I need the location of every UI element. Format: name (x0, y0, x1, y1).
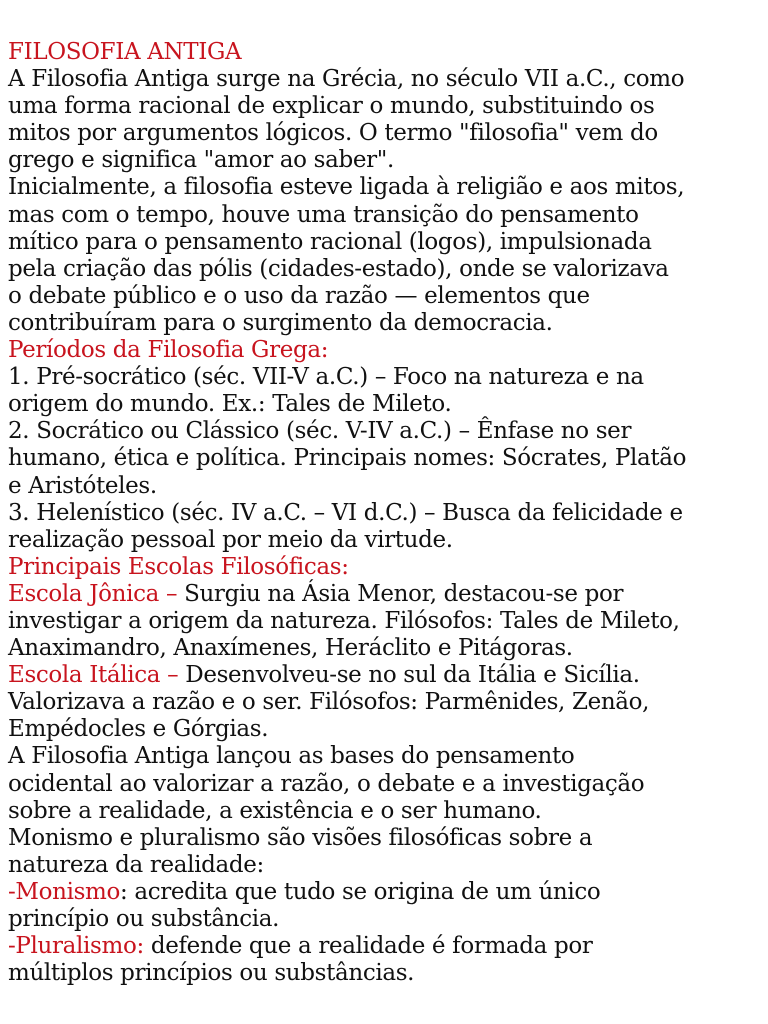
text-line (8, 581, 760, 608)
text-line: A Filosofia Antiga lançou as bases do pensamento (8, 743, 575, 770)
text-line: grego e significa "amor ao saber". (8, 147, 394, 174)
text-line: investigar a origem da natureza. Filósofos: Tales de Mileto, (8, 607, 680, 634)
text-line: Inicialmente, a filosofia esteve ligada à religião e aos mitos, (8, 174, 685, 201)
conclusion-paragraph (8, 743, 760, 878)
document-body (8, 39, 760, 987)
text-line: sobre a realidade, a existência e o ser humano. (8, 797, 542, 824)
text-line: mítico para o pensamento racional (logos), impulsionada (8, 228, 652, 255)
text-line: princípio ou substância. (8, 906, 280, 932)
text-line: múltiplos princípios ou substâncias. (8, 960, 415, 987)
text-line: ocidental ao valorizar a razão, o debate e a investigação (8, 770, 645, 797)
school-jonica-label: Escola Jônica – (8, 580, 185, 607)
text-line: contribuíram para o surgimento da democracia. (8, 309, 553, 336)
pluralismo-definition (8, 933, 760, 987)
text-line: mitos por argumentos lógicos. O termo "filosofia" vem do (8, 120, 658, 147)
text-line (8, 662, 760, 689)
text-line: A Filosofia Antiga surge na Grécia, no século VII a.C., como (8, 66, 685, 93)
text-line: o debate público e o uso da razão — elementos que (8, 282, 590, 309)
document-title: FILOSOFIA ANTIGA (8, 39, 242, 65)
text-line: pela criação das pólis (cidades-estado), onde se valorizava (8, 255, 669, 282)
pluralismo-text: defende que a realidade é formada por (143, 933, 593, 960)
text-line: 3. Helenístico (séc. IV a.C. – VI d.C.) – Busca da felicidade e (8, 499, 683, 526)
schools-heading: Principais Escolas Filosóficas: (8, 553, 349, 580)
periods-list (8, 364, 760, 554)
school-jonica-text: Surgiu na Ásia Menor, destacou-se por (184, 580, 624, 607)
text-line: Anaximandro, Anaxímenes, Heráclito e Pitágoras. (8, 635, 573, 662)
text-line: natureza da realidade: (8, 851, 264, 878)
school-italica-label: Escola Itálica – (8, 662, 186, 689)
text-line: mas com o tempo, houve uma transição do pensamento (8, 201, 639, 228)
text-line: realização pessoal por meio da virtude. (8, 526, 453, 553)
text-line (8, 933, 760, 960)
text-line: e Aristóteles. (8, 472, 157, 499)
text-line: humano, ética e política. Principais nomes: Sócrates, Platão (8, 445, 687, 472)
text-line: 2. Socrático ou Clássico (séc. V-IV a.C.) – Ênfase no ser (8, 418, 632, 445)
monismo-label: -Monismo (8, 878, 120, 905)
periods-heading: Períodos da Filosofia Grega: (8, 337, 329, 364)
text-line: origem do mundo. Ex.: Tales de Mileto. (8, 391, 452, 418)
text-line: Monismo e pluralismo são visões filosóficas sobre a (8, 824, 593, 851)
text-line: uma forma racional de explicar o mundo, substituindo os (8, 93, 655, 120)
pluralismo-label: -Pluralismo: (8, 933, 144, 960)
monismo-definition (8, 879, 760, 933)
monismo-text: : acredita que tudo se origina de um único (120, 878, 601, 905)
school-italica (8, 662, 760, 743)
text-line (8, 879, 760, 906)
text-line: 1. Pré-socrático (séc. VII-V a.C.) – Foco na natureza e na (8, 364, 644, 391)
school-italica-text: Desenvolveu-se no sul da Itália e Sicília. (185, 662, 640, 689)
school-jonica (8, 581, 760, 662)
intro-paragraph (8, 66, 760, 337)
text-line: Empédocles e Górgias. (8, 716, 269, 743)
text-line: Valorizava a razão e o ser. Filósofos: Parmênides, Zenão, (8, 689, 650, 716)
